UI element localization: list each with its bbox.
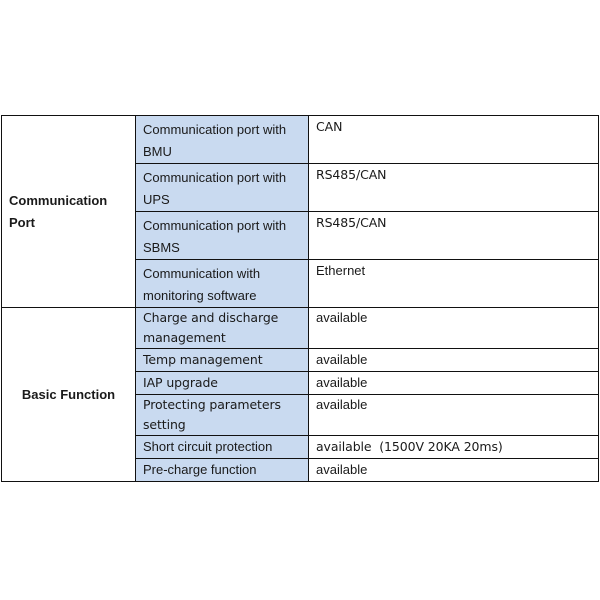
- row-label: Protecting parameters setting: [136, 395, 309, 436]
- table-row: [2, 116, 599, 164]
- row-label: Communication port with UPS: [136, 164, 309, 212]
- row-value: available: [309, 395, 599, 436]
- row-value: RS485/CAN: [309, 164, 599, 212]
- row-value: available: [309, 308, 599, 349]
- spec-table: [1, 115, 599, 482]
- row-label: Communication port with BMU: [136, 116, 309, 164]
- row-value: available: [309, 349, 599, 372]
- row-value: RS485/CAN: [309, 212, 599, 260]
- row-label: Pre-charge function: [136, 459, 309, 482]
- row-label: Charge and discharge management: [136, 308, 309, 349]
- row-value: available: [309, 459, 599, 482]
- row-label: Communication with monitoring software: [136, 260, 309, 308]
- row-value: Ethernet: [309, 260, 599, 308]
- group-title-line: Communication: [9, 192, 108, 208]
- group-communication-port: [2, 116, 136, 308]
- row-label: Temp management: [136, 349, 309, 372]
- row-label: Short circuit protection: [136, 436, 309, 459]
- table-row: [2, 308, 599, 349]
- row-value: CAN: [309, 116, 599, 164]
- group-title-line: Port: [9, 214, 35, 230]
- row-label: IAP upgrade: [136, 372, 309, 395]
- group-basic-function: Basic Function: [2, 308, 136, 482]
- row-value: available (1500V 20KA 20ms): [309, 436, 599, 459]
- row-value: available: [309, 372, 599, 395]
- row-label: Communication port with SBMS: [136, 212, 309, 260]
